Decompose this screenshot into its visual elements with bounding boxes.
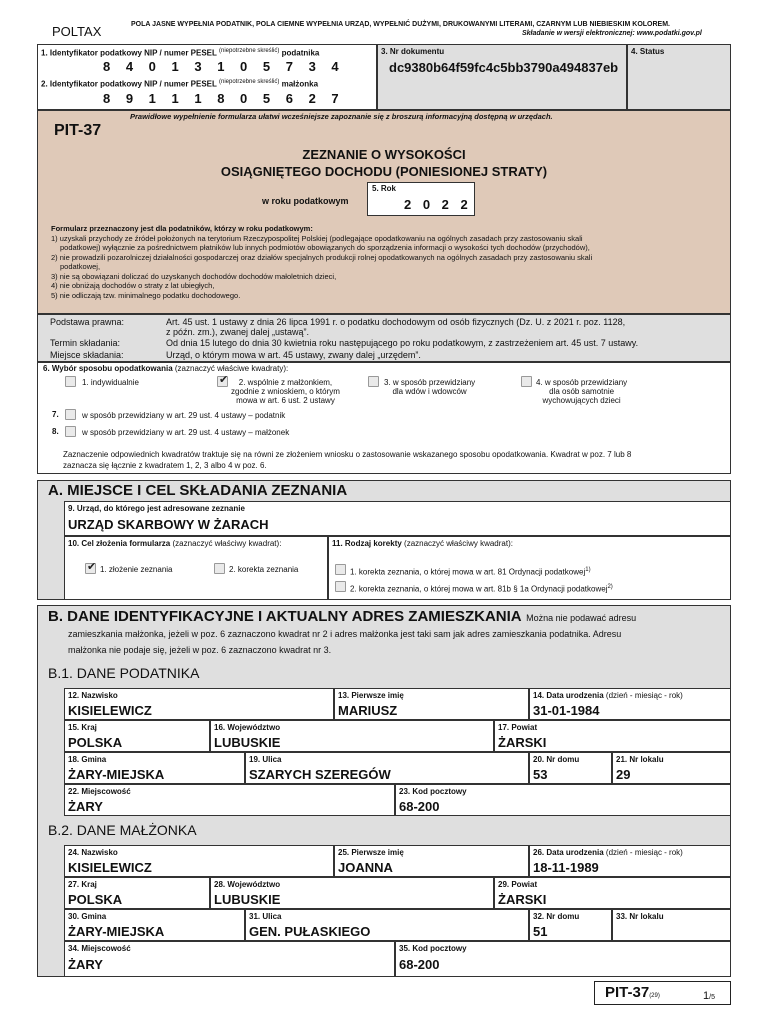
check-icon: ✔ — [87, 561, 97, 573]
legal-value: Od dnia 15 lutego do dnia 30 kwietnia roku następującego po roku podatkowym, z zastrzeżeniem art. 45 ust. 7 ustawy. — [166, 338, 639, 348]
section-b-note: zamieszkania małżonka, jeżeli w poz. 6 zaznaczono kwadrat nr 2 i adres małżonka jest taki sam jak adres zamieszkania podatnika. Adresu — [68, 629, 622, 639]
field2-note: (niepotrzebne skreślić) — [218, 79, 280, 85]
field1-suffix: podatnika — [281, 48, 320, 58]
spouse-country[interactable]: POLSKA — [68, 892, 123, 907]
correction-type2-label — [350, 583, 613, 594]
legal-value: Urząd, o którym mowa w art. 45 ustawy, zwany dalej „urzędem”. — [166, 350, 421, 360]
spouse-house-number[interactable]: 51 — [533, 924, 548, 939]
field11-note: (zaznaczyć właściwy kwadrat): — [404, 539, 513, 548]
legal-value: z późn. zm.), zwanej dalej „ustawą”. — [166, 327, 310, 337]
section-a-title: A. MIEJSCE I CEL SKŁADANIA ZEZNANIA — [48, 482, 348, 499]
sec6-label-text: 6. Wybór sposobu opodatkowania — [43, 364, 173, 373]
legal-key: Podstawa prawna: — [50, 317, 125, 327]
spouse-commune[interactable]: ŻARY-MIEJSKA — [68, 924, 165, 939]
field14-note: (dzień - miesiąc - rok) — [605, 691, 683, 700]
intro-item: podatkowej) wyłącznie za pośrednictwem płatników lub innych podmiotów obowiązanych do sporządzenia informacji o wysokości tych dochodów (przychodów), — [60, 243, 590, 252]
field1-note: (niepotrzebne skreślić) — [218, 48, 280, 54]
correction-type1-text: 1. korekta zeznania, o której mowa w art. 81 Ordynacji podatkowej — [350, 567, 586, 577]
field20-label: 20. Nr domu — [533, 755, 580, 764]
sec6-label — [43, 364, 288, 373]
field11-label-text: 11. Rodzaj korekty — [332, 539, 402, 548]
sec6-note: (zaznaczyć właściwe kwadraty): — [174, 364, 289, 373]
spouse-voivodeship[interactable]: LUBUSKIE — [214, 892, 281, 907]
spouse-birth-date[interactable]: 18-11-1989 — [533, 860, 599, 875]
field12-label: 12. Nazwisko — [68, 691, 118, 700]
opt4-label — [536, 378, 627, 405]
field35-label: 35. Kod pocztowy — [399, 944, 467, 953]
page-number: 1 — [703, 990, 710, 1002]
purpose-submission-label: 1. złożenie zeznania — [100, 565, 173, 574]
taxpayer-commune[interactable]: ŻARY-MIEJSKA — [68, 767, 165, 782]
field4-label: 4. Status — [631, 47, 665, 56]
purpose-correction-checkbox[interactable] — [214, 563, 225, 574]
field2-label — [41, 78, 318, 89]
form-code: PIT-37 — [54, 122, 102, 139]
field10-label-text: 10. Cel złożenia formularza — [68, 539, 171, 548]
field15-label: 15. Kraj — [68, 723, 97, 732]
spouse-postal-code[interactable]: 68-200 — [399, 957, 440, 972]
b2-title: B.2. DANE MAŁŻONKA — [48, 822, 197, 838]
section-b-note: Można nie podawać adresu — [526, 613, 637, 623]
b1-title: B.1. DANE PODATNIKA — [48, 665, 200, 681]
spouse-first-name[interactable]: JOANNA — [338, 860, 393, 875]
field14-label-text: 14. Data urodzenia — [533, 691, 604, 700]
year-label: 5. Rok — [372, 184, 397, 193]
opt7-label: w sposób przewidziany w art. 29 ust. 4 ustawy – podatnik — [82, 411, 286, 420]
field32-label: 32. Nr domu — [533, 912, 580, 921]
field2-suffix: małżonka — [281, 79, 319, 89]
taxpayer-house-number[interactable]: 53 — [533, 767, 548, 782]
footer-version: (29) — [649, 993, 660, 999]
purpose-correction-label: 2. korekta zeznania — [229, 565, 299, 574]
footer-page — [703, 986, 715, 1004]
check-icon: ✔ — [219, 374, 229, 386]
field29-label: 29. Powiat — [498, 880, 538, 889]
field13-label: 13. Pierwsze imię — [338, 691, 404, 700]
correction-type2-checkbox[interactable] — [335, 581, 346, 592]
opt2-checkbox[interactable] — [217, 376, 228, 387]
legal-key: Miejsce składania: — [50, 350, 124, 360]
spouse-pesel[interactable]: 8 9 1 1 1 8 0 5 6 2 7 — [103, 91, 345, 106]
page-total: /5 — [709, 994, 715, 1001]
field17-label: 17. Powiat — [498, 723, 538, 732]
section-b-note: małżonka nie podaje się, jeżeli w poz. 6 zaznaczono kwadrat nr 3. — [68, 645, 332, 655]
taxpayer-locality[interactable]: ŻARY — [68, 799, 103, 814]
form-title-line1: ZEZNANIE O WYSOKOŚCI — [302, 147, 466, 162]
field26-label — [533, 848, 683, 857]
field10-note: (zaznaczyć właściwy kwadrat): — [172, 539, 282, 548]
legal-value: Art. 45 ust. 1 ustawy z dnia 26 lipca 1991 r. o podatku dochodowym od osób fizycznych (Dz. U. z 2021 r. poz. 1128, — [166, 317, 626, 327]
field26-label-text: 26. Data urodzenia — [533, 848, 604, 857]
field19-label: 19. Ulica — [249, 755, 282, 764]
field21-label: 21. Nr lokalu — [616, 755, 664, 764]
intro-item: 2) nie prowadzili pozarolniczej działalności gospodarczej oraz działów specjalnych produkcji rolnej opodatkowanych na ogólnych zasadach przy zastosowaniu skali — [51, 252, 593, 262]
taxpayer-flat-number[interactable]: 29 — [616, 767, 631, 782]
field1-label-text: 1. Identyfikator podatkowy NIP / numer PESEL — [41, 48, 217, 58]
field30-label: 30. Gmina — [68, 912, 107, 921]
form-title-line2: OSIĄGNIĘTEGO DOCHODU (PONIESIONEJ STRATY) — [220, 164, 548, 179]
taxpayer-birth-date[interactable]: 31-01-1984 — [533, 703, 600, 718]
legal-key: Termin składania: — [50, 338, 121, 348]
opt8-label: w sposób przewidziany w art. 29 ust. 4 ustawy – małżonek — [82, 428, 290, 437]
opt3-checkbox[interactable] — [368, 376, 379, 387]
intro-heading: Formularz przeznaczony jest dla podatników, którzy w roku podatkowym: — [51, 224, 313, 233]
field23-label: 23. Kod pocztowy — [399, 787, 467, 796]
footer-form-code — [605, 984, 660, 1002]
intro-item: 3) nie są obowiązani doliczać do uzyskanych dochodów dochodów małoletnich dzieci, — [51, 271, 337, 281]
intro-item: 1) uzyskali przychody ze źródeł położonych na terytorium Rzeczypospolitej Polskiej (podlegające opodatkowaniu na ogólnych zasadach przy zastosowaniu skali — [51, 233, 583, 243]
field26-note: (dzień - miesiąc - rok) — [605, 848, 683, 857]
field34-label: 34. Miejscowość — [68, 944, 131, 953]
field9-label: 9. Urząd, do którego jest adresowane zeznanie — [68, 504, 245, 513]
section-b-header — [48, 608, 636, 626]
opt4-checkbox[interactable] — [521, 376, 532, 387]
field28-label: 28. Województwo — [214, 880, 281, 889]
fill-instruction: POLA JASNE WYPEŁNIA PODATNIK, POLA CIEMNE WYPEŁNIA URZĄD, WYPEŁNIĆ DUŻYMI, DRUKOWANYMI LITERAMI, CZARNYM LUB NIEBIESKIM KOLOREM. — [131, 21, 670, 28]
correction-type2-text: 2. korekta zeznania, o której mowa w art. 81b § 1a Ordynacji podatkowej — [350, 584, 608, 594]
taxpayer-surname[interactable]: KISIELEWICZ — [68, 703, 152, 718]
spouse-county[interactable]: ŻARSKI — [498, 892, 547, 907]
opt1-label: 1. indywidualnie — [82, 378, 139, 387]
field11-label — [332, 539, 513, 548]
taxpayer-postal-code[interactable]: 68-200 — [399, 799, 440, 814]
purpose-submission-checkbox[interactable] — [85, 563, 96, 574]
document-number: dc9380b64f59fc4c5bb3790a494837eb — [389, 60, 619, 75]
field22-label: 22. Miejscowość — [68, 787, 131, 796]
field25-label: 25. Pierwsze imię — [338, 848, 404, 857]
footer-code: PIT-37 — [605, 984, 650, 1001]
brochure-note: Prawidłowe wypełnienie formularza ułatwi wcześniejsze zapoznanie się z broszurą informacyjną dostępną w urzędach. — [130, 112, 553, 121]
opt8-checkbox[interactable] — [65, 426, 76, 437]
electronic-info: Składanie w wersji elektronicznej: www.podatki.gov.pl — [522, 30, 702, 37]
taxpayer-voivodeship[interactable]: LUBUSKIE — [214, 735, 281, 750]
year-prefix: w roku podatkowym — [262, 196, 349, 206]
taxpayer-country[interactable]: POLSKA — [68, 735, 123, 750]
spouse-locality[interactable]: ŻARY — [68, 957, 103, 972]
opt1-checkbox[interactable] — [65, 376, 76, 387]
opt3-line: dla wdów i wdowców — [392, 387, 467, 396]
correction-type1-label — [350, 566, 591, 577]
spouse-surname[interactable]: KISIELEWICZ — [68, 860, 152, 875]
tax-office[interactable]: URZĄD SKARBOWY W ŻARACH — [68, 517, 269, 532]
intro-item: podatkowej, — [60, 262, 101, 271]
taxpayer-county[interactable]: ŻARSKI — [498, 735, 547, 750]
opt7-checkbox[interactable] — [65, 409, 76, 420]
intro-item: 5) nie odliczają tzw. minimalnego podatku dochodowego. — [51, 290, 241, 300]
spouse-street[interactable]: GEN. PUŁASKIEGO — [249, 924, 371, 939]
tax-year[interactable]: 2 0 2 2 — [404, 197, 472, 212]
section-b-title: B. DANE IDENTYFIKACYJNE I AKTUALNY ADRES ZAMIESZKANIA — [48, 608, 522, 625]
field1-label — [41, 47, 319, 58]
opt4-line: wychowujących dzieci — [542, 396, 621, 405]
opt3-label — [384, 378, 475, 396]
field27-label: 27. Kraj — [68, 880, 97, 889]
taxpayer-street[interactable]: SZARYCH SZEREGÓW — [249, 767, 391, 782]
opt2-line: mowa w art. 6 ust. 2 ustawy — [236, 396, 335, 405]
field7-number: 7. — [52, 410, 59, 419]
brand: POLTAX — [52, 24, 102, 39]
field24-label: 24. Nazwisko — [68, 848, 118, 857]
taxpayer-pesel[interactable]: 8 4 0 1 3 1 0 5 7 3 4 — [103, 59, 345, 74]
opt4-line: dla osób samotnie — [549, 387, 615, 396]
footnote-ref: 2) — [607, 584, 613, 590]
field10-label — [68, 539, 281, 548]
field3-label: 3. Nr dokumentu — [381, 47, 445, 56]
footnote-ref: 1) — [585, 567, 591, 573]
sec6-note-line: Zaznaczenie odpowiednich kwadratów traktuje się na równi ze złożeniem wniosku o zastosowanie wskazanego sposobu opodatkowania. Kwadrat w poz. 7 lub 8 — [63, 450, 632, 459]
field2-label-text: 2. Identyfikator podatkowy NIP / numer PESEL — [41, 79, 217, 89]
intro-item: 4) nie obniżają dochodów o straty z lat ubiegłych, — [51, 281, 215, 290]
opt3-line: 3. w sposób przewidziany — [384, 378, 476, 387]
opt4-line: 4. w sposób przewidziany — [536, 378, 628, 387]
opt2-label — [231, 378, 340, 405]
taxpayer-first-name[interactable]: MARIUSZ — [338, 703, 398, 718]
opt2-line: 2. wspólnie z małżonkiem, — [238, 378, 333, 387]
field33-label: 33. Nr lokalu — [616, 912, 664, 921]
correction-type1-checkbox[interactable] — [335, 564, 346, 575]
sec6-note-line: zaznacza się łącznie z kwadratem 1, 2, 3 albo 4 w poz. 6. — [63, 461, 267, 470]
field18-label: 18. Gmina — [68, 755, 107, 764]
field14-label — [533, 691, 683, 700]
field8-number: 8. — [52, 427, 59, 436]
opt2-line: zgodnie z wnioskiem, o którym — [231, 387, 340, 396]
field16-label: 16. Województwo — [214, 723, 281, 732]
field31-label: 31. Ulica — [249, 912, 282, 921]
intro-list — [51, 224, 721, 300]
